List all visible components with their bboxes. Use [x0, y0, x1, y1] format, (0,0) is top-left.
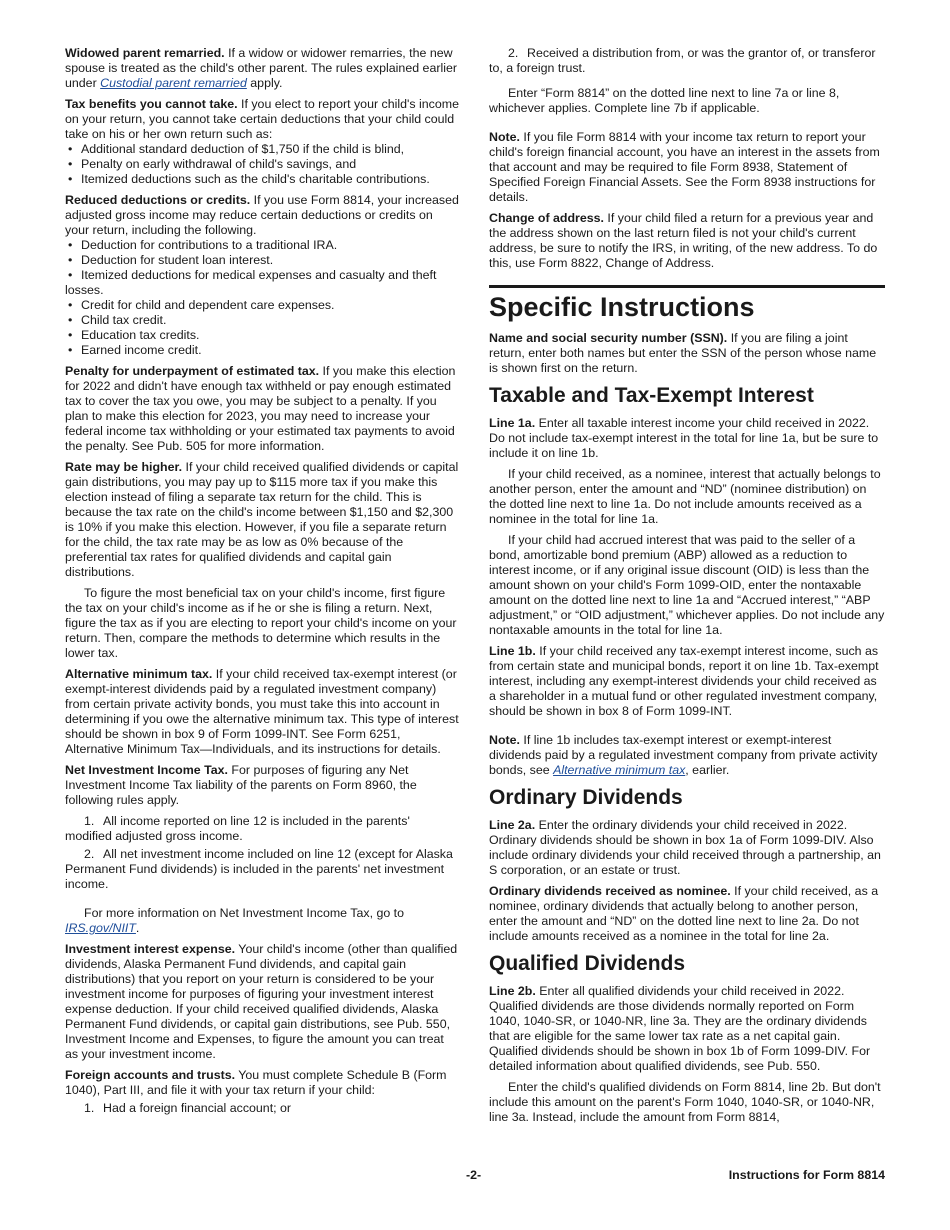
- line1a-paragraph-3: If your child had accrued interest that was paid to the seller of a bond, amortizable bond premium (ABP) allowed as a reduction to interest income, or if any original issue discount (OID) is less than the amount shown on your child's Form 1099-OID, enter the nontaxable amount on the dotted line next to line 1a and “Accrued interest,” “ABP adjustment,” or “OID adjustment,” whichever applies. Do not include any nontaxable amounts in the total for line 1a.: [489, 533, 885, 637]
- reduced-paragraph: Reduced deductions or credits. If you use Form 8814, your increased adjusted gross income may reduce certain deductions or credits on your return, including the following.: [65, 193, 459, 237]
- penalty-paragraph: Penalty for underpayment of estimated tax. If you make this election for 2022 and didn't have enough tax withheld or pay enough estimated tax to cover the tax you owe, you may be subject to a penalty. If you plan to make this election for 2023, you may need to increase your federal income tax withholding or your estimated tax payments to avoid the penalty. See Pub. 505 for more information.: [65, 364, 456, 453]
- foreign-heading: Foreign accounts and trusts.: [65, 1068, 236, 1082]
- niit-heading: Net Investment Income Tax.: [65, 763, 228, 777]
- note2-heading: Note.: [489, 733, 520, 747]
- foreign-item-1: 1. Had a foreign financial account; or: [84, 1101, 292, 1115]
- nominee-paragraph: Ordinary dividends received as nominee. If your child received, as a nominee, ordinary dividends that actually belong to another person, enter the amount and “ND” on the dotted line next to line 2a. Do not include amounts received as a nominee in the total for line 2a.: [489, 884, 879, 943]
- niit-item-1: 1. All income reported on line 12 is included in the parents' modified adjusted gross income.: [65, 814, 410, 843]
- left-column: [65, 46, 460, 1119]
- reduced-list: [65, 238, 460, 358]
- list-item: • Education tax credits.: [65, 328, 460, 343]
- list-item: • Earned income credit.: [65, 343, 460, 358]
- qualified-dividends-title: Qualified Dividends: [489, 952, 686, 975]
- rate-paragraph-2: To figure the most beneficial tax on your child's income, first figure the tax on your child's income as if he or she is filing a return. Next, figure the tax as if you are electing to report your child's income on your return. Then, compare the methods to determine which results in the lower tax.: [65, 586, 457, 660]
- custodial-parent-link[interactable]: Custodial parent remarried: [100, 76, 247, 90]
- niit-item-2: 2. All net investment income included on line 12 (except for Alaska Permanent Fund dividends) is included in the parents' net investment income.: [65, 847, 453, 891]
- niit-more-paragraph: For more information on Net Investment Income Tax, go to IRS.gov/NIIT.: [65, 906, 405, 935]
- note1-heading: Note.: [489, 130, 520, 144]
- rate-heading: Rate may be higher.: [65, 460, 183, 474]
- tax-benefits-list: [65, 142, 460, 187]
- invest-paragraph: Investment interest expense. Your child's income (other than qualified dividends, Alaska Permanent Fund dividends, and capital gain distributions) that you report on your return is considered to be your investment income for purposes of figuring your investment interest expense deduction. If your child received qualified dividends, Alaska Permanent Fund dividends, or capital gain distributions, see Pub. 550, Investment Income and Expenses, to figure the amount you can treat as your investment income.: [65, 942, 458, 1061]
- line1a-heading: Line 1a.: [489, 416, 536, 430]
- ordinary-dividends-title: Ordinary Dividends: [489, 786, 683, 809]
- tax-benefits-heading: Tax benefits you cannot take.: [65, 97, 238, 111]
- foreign-item-2: 2. Received a distribution from, or was the grantor of, or transferor to, a foreign trust.: [489, 46, 876, 75]
- amt-paragraph: Alternative minimum tax. If your child received tax-exempt interest (or exempt-interest dividends paid by a regulated investment company) from certain private activity bonds, you must take this into account in determining if you owe the alternative minimum tax. This type of interest should be shown in box 9 of Form 1099-INT. See Form 6251, Alternative Minimum Tax—Individuals, and its instructions for details.: [65, 667, 459, 756]
- rate-paragraph: Rate may be higher. If your child received qualified dividends or capital gain distributions, you may pay up to $115 more tax if you make this election instead of filing a separate tax return for the child. This is because the tax rate on the child's income between $1,150 and $2,300 is 10% if you make this election. However, if you file a separate return for the child, the tax rate may be as low as 0% because of the preferential tax rates for qualified dividends and capital gain distributions.: [65, 460, 459, 579]
- line2a-paragraph: Line 2a. Enter the ordinary dividends your child received in 2022. Ordinary dividends should be shown in box 1a of Form 1099-DIV. Also include ordinary dividends your child received through a partnership, an S corporation, or an estate or trust.: [489, 818, 881, 877]
- list-item: • Itemized deductions for medical expenses and casualty and theft losses.: [65, 268, 460, 298]
- penalty-heading: Penalty for underpayment of estimated tax.: [65, 364, 320, 378]
- line1a-paragraph: Line 1a. Enter all taxable interest income your child received in 2022. Do not include tax-exempt interest in the total for line 1a, but be sure to include it on line 1b.: [489, 416, 879, 460]
- name-ssn-heading: Name and social security number (SSN).: [489, 331, 728, 345]
- invest-heading: Investment interest expense.: [65, 942, 236, 956]
- enter-form-paragraph: Enter “Form 8814” on the dotted line next to line 7a or line 8, whichever applies. Complete line 7b if applicable.: [489, 86, 840, 115]
- tax-benefits-paragraph: Tax benefits you cannot take. If you elect to report your child's income on your return, you cannot take certain deductions that your child could take on his or her own return such as:: [65, 97, 459, 141]
- list-item: • Credit for child and dependent care expenses.: [65, 298, 460, 313]
- note2-paragraph: Note. If line 1b includes tax-exempt interest or exempt-interest dividends paid by a regulated investment company from private activity bonds, see Alternative minimum tax, earlier.: [489, 733, 878, 777]
- specific-instructions-title: Specific Instructions: [489, 285, 885, 323]
- widowed-heading: Widowed parent remarried.: [65, 46, 225, 60]
- note1-paragraph: Note. If you file Form 8814 with your income tax return to report your child's foreign financial account, you have an interest in the assets from that account and may be required to file Form 8938, Statement of Specified Foreign Financial Assets. See the Form 8938 instructions for details.: [489, 130, 880, 204]
- list-item: • Penalty on early withdrawal of child's savings, and: [65, 157, 460, 172]
- amt-heading: Alternative minimum tax.: [65, 667, 213, 681]
- alternative-minimum-tax-link[interactable]: Alternative minimum tax: [553, 763, 686, 777]
- footer-form-title: Instructions for Form 8814: [728, 1168, 885, 1182]
- foreign-paragraph: Foreign accounts and trusts. You must complete Schedule B (Form 1040), Part III, and file it with your tax return if your child:: [65, 1068, 447, 1097]
- taxable-interest-title: Taxable and Tax-Exempt Interest: [489, 384, 814, 407]
- list-item: • Deduction for student loan interest.: [65, 253, 460, 268]
- line1a-paragraph-2: If your child received, as a nominee, interest that actually belongs to another person, enter the amount and “ND” (nominee distribution) on the dotted line next to line 1a. Do not include amounts received as a nominee in the total for line 1a.: [489, 467, 881, 526]
- list-item: • Additional standard deduction of $1,750 if the child is blind,: [65, 142, 460, 157]
- list-item: • Deduction for contributions to a traditional IRA.: [65, 238, 460, 253]
- address-paragraph: Change of address. If your child filed a return for a previous year and the address shown on the last return filed is not your child's current address, be sure to notify the IRS, in writing, of the new address. To do this, use Form 8822, Change of Address.: [489, 211, 878, 270]
- line2a-heading: Line 2a.: [489, 818, 536, 832]
- list-item: • Itemized deductions such as the child's charitable contributions.: [65, 172, 460, 187]
- reduced-heading: Reduced deductions or credits.: [65, 193, 251, 207]
- widowed-paragraph: Widowed parent remarried. If a widow or widower remarries, the new spouse is treated as the child's other parent. The rules explained earlier under Custodial parent remarried apply.: [65, 46, 457, 90]
- line1b-paragraph: Line 1b. If your child received any tax-exempt interest income, such as from certain state and municipal bonds, report it on line 1b. Tax-exempt interest, including any exempt-interest dividends your child received as a shareholder in a mutual fund or other regulated investment company, should be shown in box 8 of Form 1099-INT.: [489, 644, 879, 718]
- line2b-paragraph-2: Enter the child's qualified dividends on Form 8814, line 2b. But don't include this amount on the parent's Form 1040, 1040-SR, or 1040-NR, line 3a. Instead, include the amount from Form 8814,: [489, 1080, 881, 1124]
- address-heading: Change of address.: [489, 211, 604, 225]
- nominee-heading: Ordinary dividends received as nominee.: [489, 884, 731, 898]
- line1b-heading: Line 1b.: [489, 644, 536, 658]
- line2b-paragraph: Line 2b. Enter all qualified dividends your child received in 2022. Qualified dividends are those dividends normally reported on Form 1040, 1040-SR, or 1040-NR, line 3a. They are the ordinary dividends that are eligible for the same lower tax rate as a net capital gain. Qualified dividends should be shown in box 1b of Form 1099-DIV. For detailed information about qualified dividends, see Pub. 550.: [489, 984, 871, 1073]
- list-item: • Child tax credit.: [65, 313, 460, 328]
- line2b-heading: Line 2b.: [489, 984, 536, 998]
- page-number: -2-: [466, 1168, 482, 1182]
- niit-paragraph: Net Investment Income Tax. For purposes of figuring any Net Investment Income Tax liability of the parents on Form 8960, the following rules apply.: [65, 763, 417, 807]
- irs-niit-link[interactable]: IRS.gov/NIIT: [65, 921, 136, 935]
- right-column: [489, 46, 885, 1131]
- name-ssn-paragraph: Name and social security number (SSN). If you are filing a joint return, enter both names but enter the SSN of the person whose name is shown first on the return.: [489, 331, 877, 375]
